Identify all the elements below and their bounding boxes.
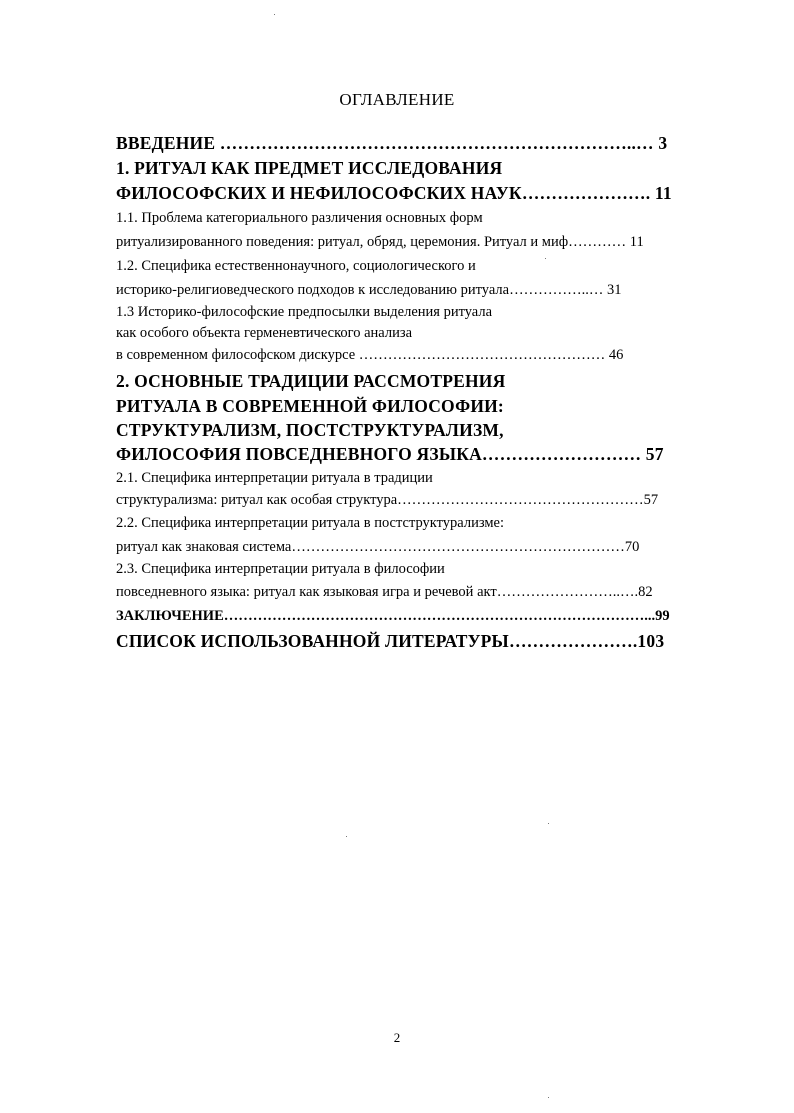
scan-speck	[346, 836, 347, 837]
toc-section-1-1-line-2: ритуализированного поведения: ритуал, обряд, церемония. Ритуал и миф………… 11	[116, 234, 644, 250]
toc-section-2-3-line-2: повседневного языка: ритуал как языковая игра и речевой акт……………………..….82	[116, 584, 653, 600]
scan-speck	[548, 1097, 549, 1098]
toc-chapter-2-line-1: 2. ОСНОВНЫЕ ТРАДИЦИИ РАССМОТРЕНИЯ	[116, 371, 506, 391]
toc-section-2-2-line-2: ритуал как знаковая система……………………………………………………………70	[116, 539, 640, 555]
toc-section-1-2-line-1: 1.2. Специфика естественнонаучного, социологического и	[116, 258, 476, 274]
toc-chapter-1-line-1: 1. РИТУАЛ КАК ПРЕДМЕТ ИССЛЕДОВАНИЯ	[116, 158, 503, 178]
toc-section-2-2-line-1: 2.2. Специфика интерпретации ритуала в постструктурализме:	[116, 515, 504, 531]
toc-section-2-1-line-2: структурализма: ритуал как особая структура……………………………………………57	[116, 492, 659, 508]
scan-speck	[545, 258, 546, 259]
toc-section-1-3-line-2: как особого объекта герменевтического анализа	[116, 325, 413, 341]
toc-chapter-2-line-2: РИТУАЛА В СОВРЕМЕННОЙ ФИЛОСОФИИ:	[116, 396, 504, 416]
scan-speck	[274, 14, 275, 15]
toc-chapter-1-line-2: ФИЛОСОФСКИХ И НЕФИЛОСОФСКИХ НАУК…………………. 11	[116, 183, 672, 203]
toc-entry-bibliography: СПИСОК ИСПОЛЬЗОВАННОЙ ЛИТЕРАТУРЫ………………….103	[116, 631, 665, 651]
toc-section-1-1-line-1: 1.1. Проблема категориального различения основных форм	[116, 210, 483, 226]
toc-section-1-3-line-3: в современном философском дискурсе …………………………………………… 46	[116, 347, 624, 363]
scan-speck	[548, 823, 549, 824]
toc-chapter-2-line-4: ФИЛОСОФИЯ ПОВСЕДНЕВНОГО ЯЗЫКА……………………… 57	[116, 444, 664, 464]
toc-section-2-3-line-1: 2.3. Специфика интерпретации ритуала в философии	[116, 561, 445, 577]
page-title: ОГЛАВЛЕНИЕ	[339, 90, 455, 109]
toc-section-2-1-line-1: 2.1. Специфика интерпретации ритуала в традиции	[116, 470, 433, 486]
toc-section-1-3-line-1: 1.3 Историко-философские предпосылки выделения ритуала	[116, 304, 493, 320]
toc-chapter-2-line-3: СТРУКТУРАЛИЗМ, ПОСТСТРУКТУРАЛИЗМ,	[116, 420, 504, 440]
page-number: 2	[393, 1030, 401, 1045]
toc-entry-introduction: ВВЕДЕНИЕ ……………………………………………………………..… 3	[116, 133, 668, 153]
toc-section-1-2-line-2: историко-религиоведческого подходов к исследованию ритуала……………..… 31	[116, 282, 622, 298]
toc-entry-conclusion: ЗАКЛЮЧЕНИЕ……………………………………………………………………………...99	[116, 608, 670, 624]
